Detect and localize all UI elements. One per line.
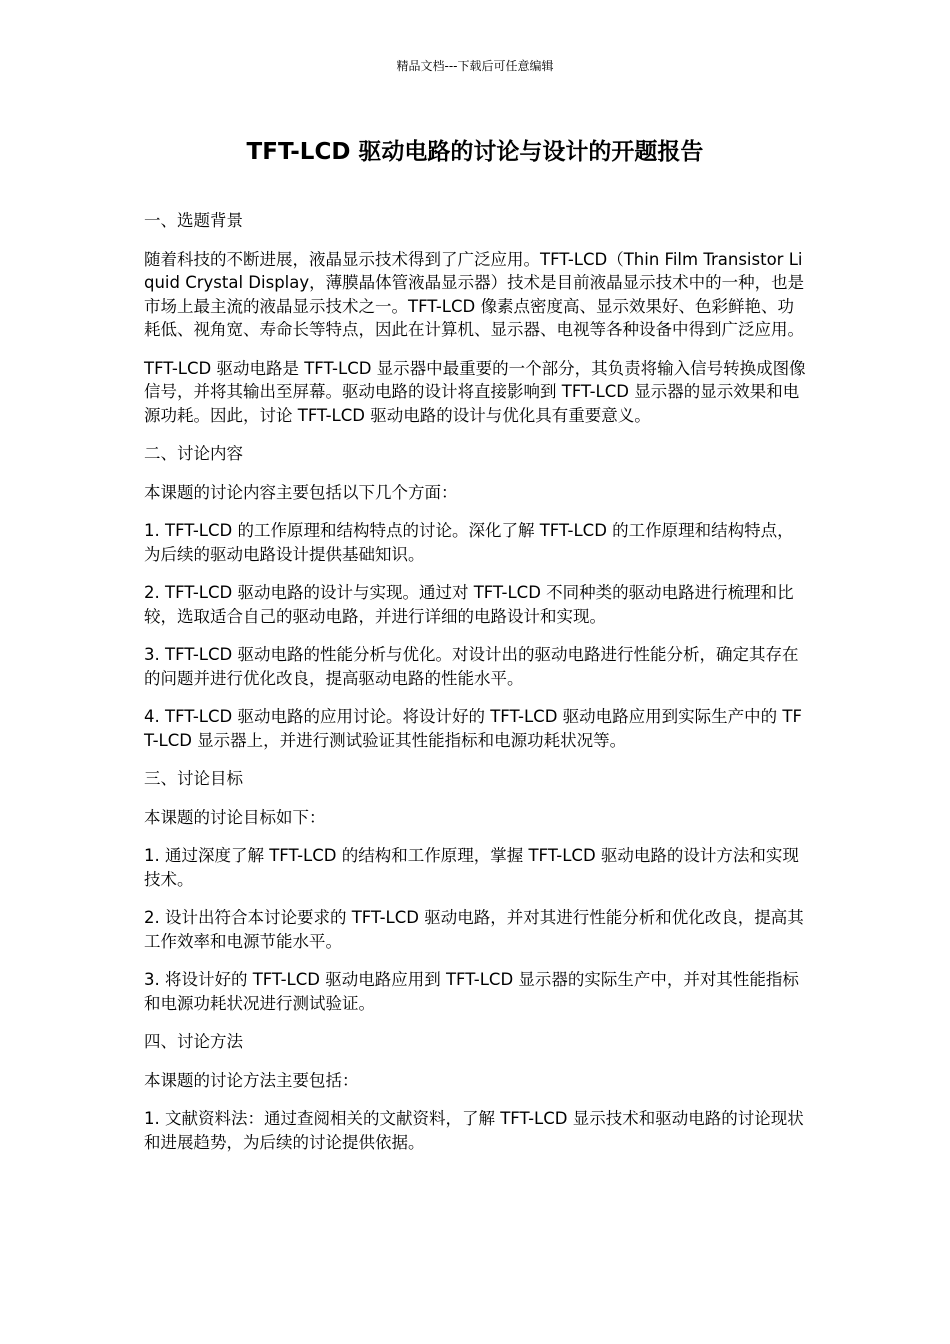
document-title: TFT-LCD 驱动电路的讨论与设计的开题报告 xyxy=(246,139,704,165)
header-note: 精品文档---下载后可任意编辑 xyxy=(396,59,554,73)
list-item-content-2: 2. TFT-LCD 驱动电路的设计与实现。通过对 TFT-LCD 不同种类的驱动电路进行梳理和比较，选取适合自己的驱动电路，并进行详细的电路设计和实现。 xyxy=(144,583,794,626)
section-heading-methods: 四、讨论方法 xyxy=(144,1032,243,1051)
list-item-content-1: 1. TFT-LCD 的工作原理和结构特点的讨论。深化了解 TFT-LCD 的工作原理和结构特点，为后续的驱动电路设计提供基础知识。 xyxy=(144,521,794,564)
paragraph-background-1: 随着科技的不断进展，液晶显示技术得到了广泛应用。TFT-LCD（Thin Film Transistor Liquid Crystal Display，薄膜晶体管液晶显示器）技术是目前液晶显示技术中的一种，也是市场上最主流的液晶显示技术之一。TFT-LCD 像素点密度高、显示效果好、色彩鲜艳、功耗低、视角宽、寿命长等特点，因此在计算机、显示器、电视等各种设备中得到广泛应用。 xyxy=(144,249,805,339)
list-item-goals-1: 1. 通过深度了解 TFT-LCD 的结构和工作原理，掌握 TFT-LCD 驱动电路的设计方法和实现技术。 xyxy=(144,846,799,889)
paragraph-methods-intro: 本课题的讨论方法主要包括： xyxy=(144,1070,359,1090)
list-item-content-3: 3. TFT-LCD 驱动电路的性能分析与优化。对设计出的驱动电路进行性能分析，确定其存在的问题并进行优化改良，提高驱动电路的性能水平。 xyxy=(144,645,799,688)
list-item-methods-1: 1. 文献资料法：通过查阅相关的文献资料，了解 TFT-LCD 显示技术和驱动电路的讨论现状和进展趋势，为后续的讨论提供依据。 xyxy=(144,1109,804,1152)
paragraph-goals-intro: 本课题的讨论目标如下： xyxy=(144,807,326,827)
section-heading-content: 二、讨论内容 xyxy=(144,444,243,463)
list-item-goals-2: 2. 设计出符合本讨论要求的 TFT-LCD 驱动电路，并对其进行性能分析和优化改良，提高其工作效率和电源节能水平。 xyxy=(144,908,804,951)
section-heading-background: 一、选题背景 xyxy=(144,211,243,230)
section-heading-goals: 三、讨论目标 xyxy=(144,769,243,788)
list-item-content-4: 4. TFT-LCD 驱动电路的应用讨论。将设计好的 TFT-LCD 驱动电路应用到实际生产中的 TFT-LCD 显示器上，并进行测试验证其性能指标和电源功耗状况等。 xyxy=(144,707,802,750)
paragraph-content-intro: 本课题的讨论内容主要包括以下几个方面： xyxy=(144,482,458,502)
document-body xyxy=(144,209,808,1169)
list-item-goals-3: 3. 将设计好的 TFT-LCD 驱动电路应用到 TFT-LCD 显示器的实际生产中，并对其性能指标和电源功耗状况进行测试验证。 xyxy=(144,970,799,1013)
paragraph-background-2: TFT-LCD 驱动电路是 TFT-LCD 显示器中最重要的一个部分，其负责将输入信号转换成图像信号，并将其输出至屏幕。驱动电路的设计将直接影响到 TFT-LCD 显示器的显示效果和电源功耗。因此，讨论 TFT-LCD 驱动电路的设计与优化具有重要意义。 xyxy=(144,358,806,425)
